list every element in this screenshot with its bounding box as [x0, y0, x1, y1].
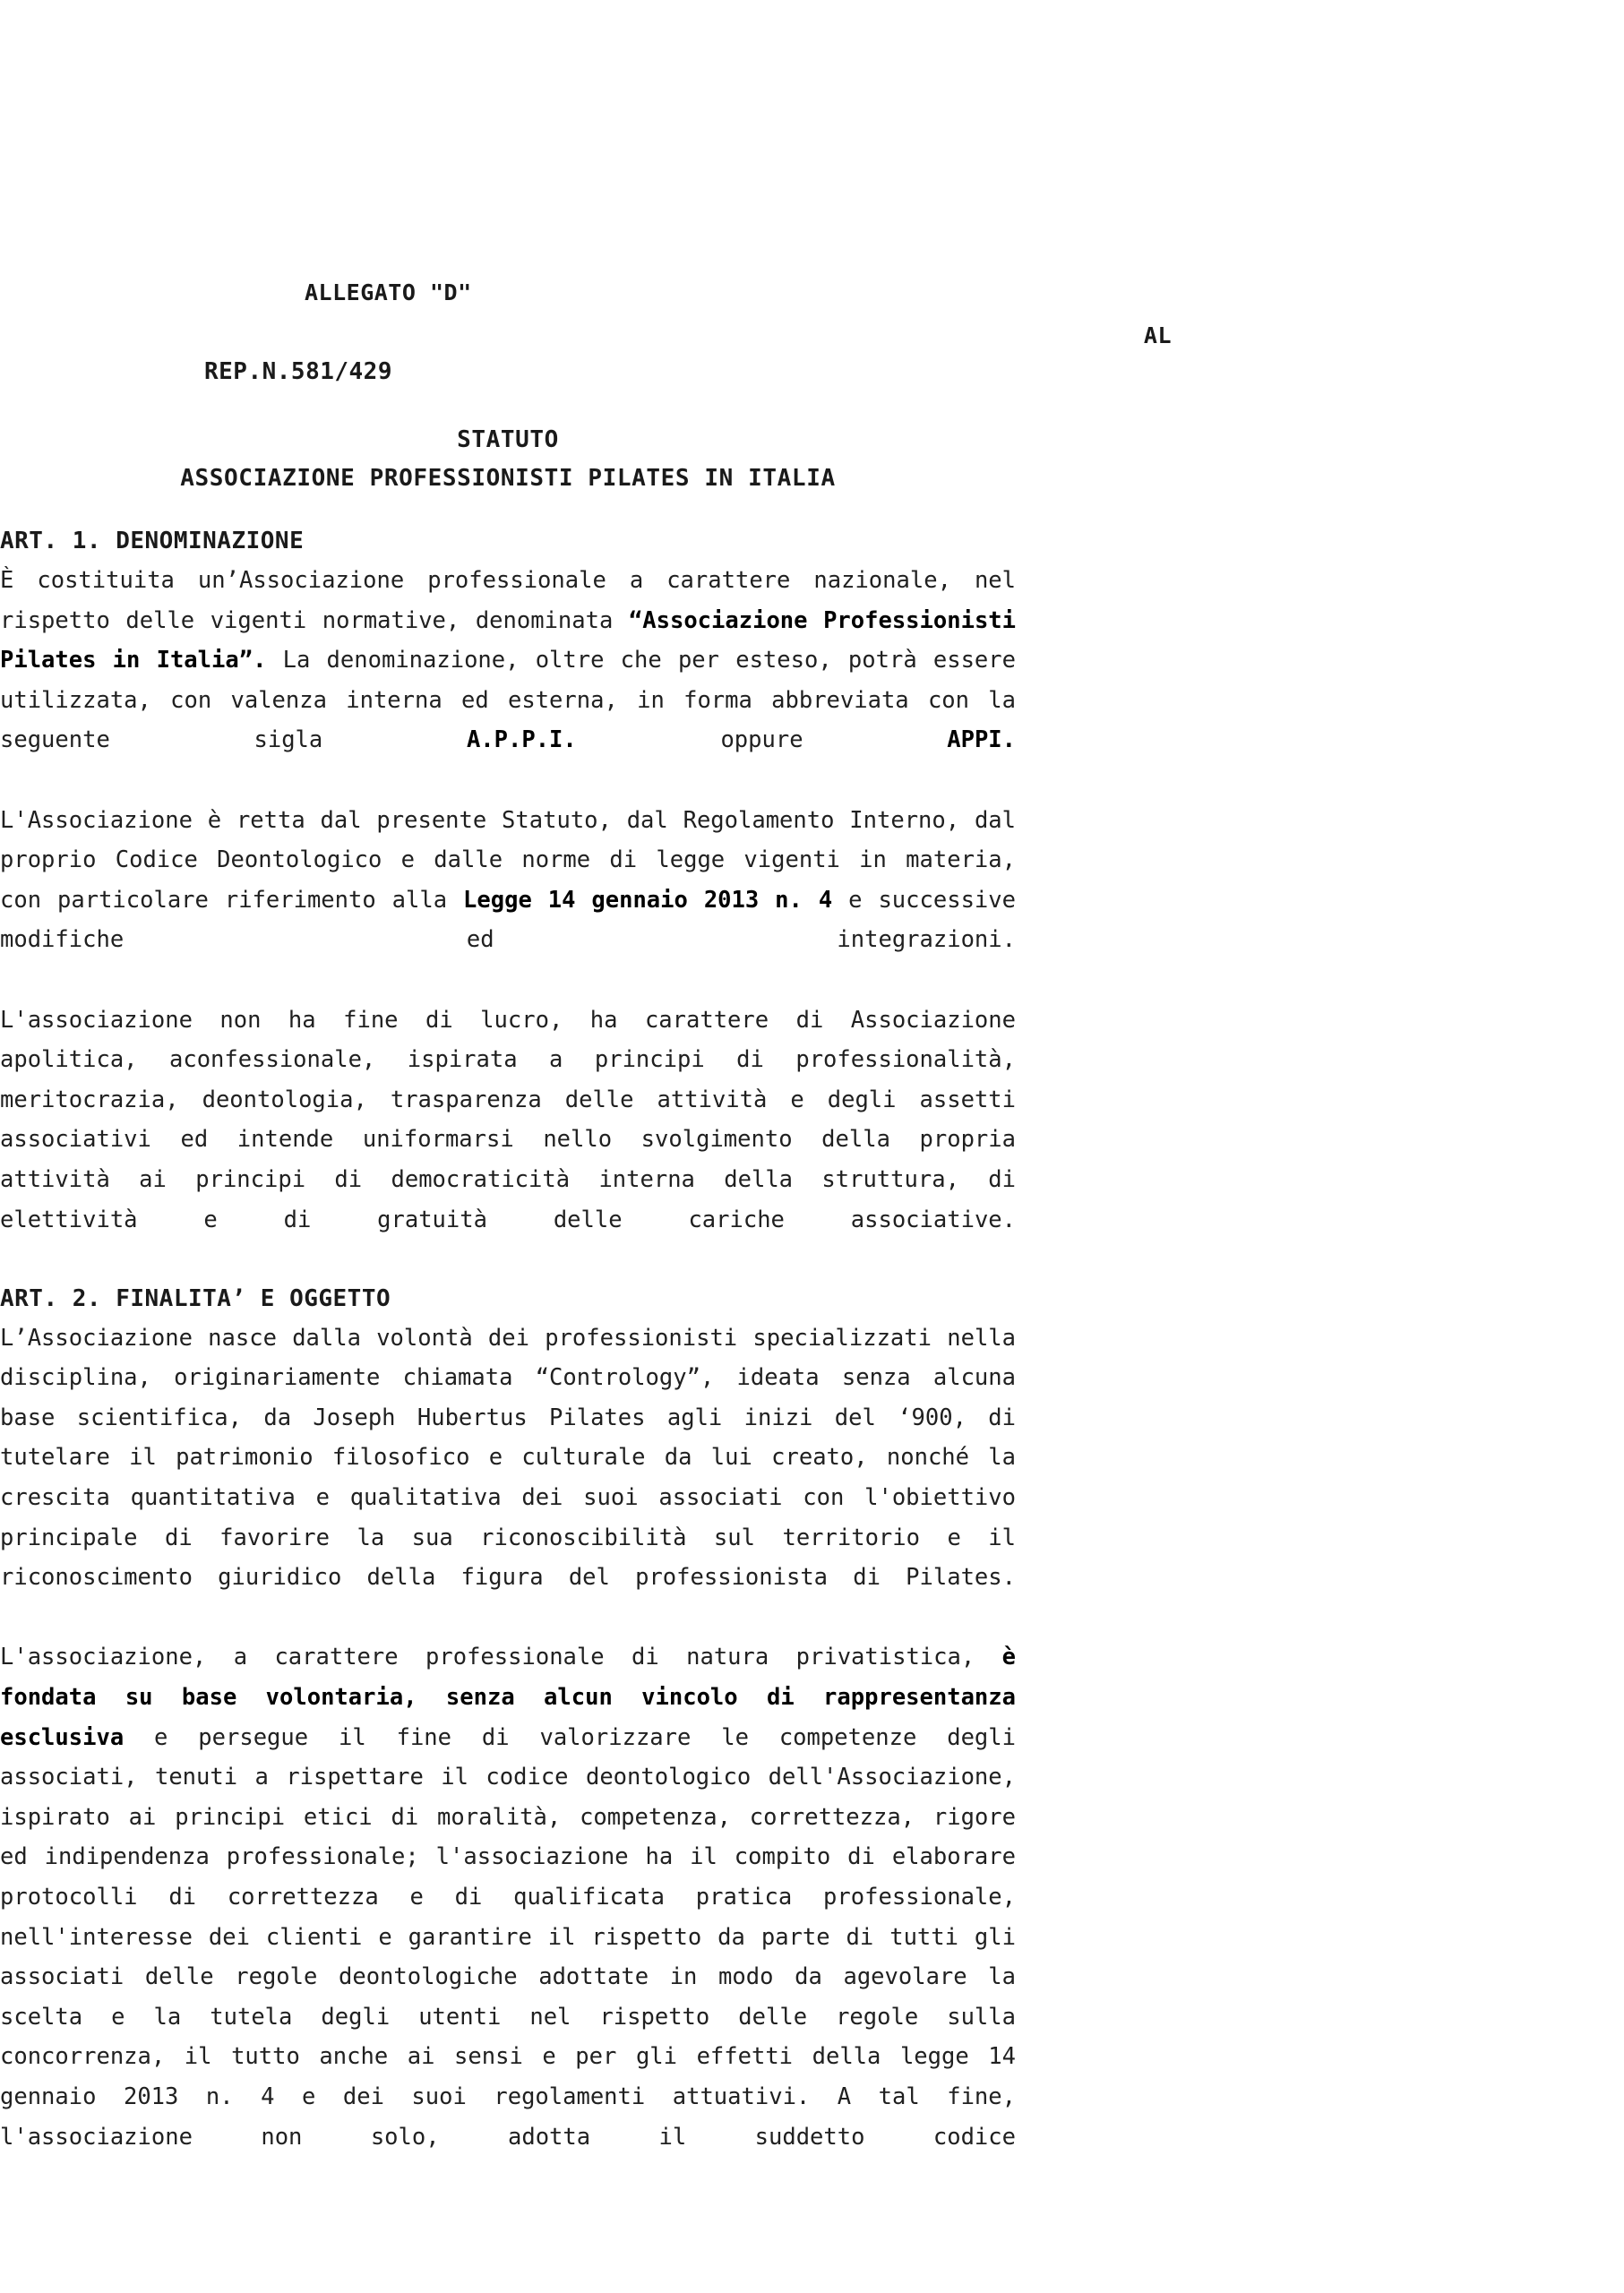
article-heading: ART. 1. DENOMINAZIONE: [0, 528, 305, 554]
paragraph: [0, 1637, 1016, 2196]
statuto-title: STATUTO: [457, 426, 559, 453]
bold-run: è fondata su base volontaria, senza alcun vincolo di rappresentanza esclusiva: [0, 1644, 1016, 1751]
rep-number: REP.N.581/429: [204, 358, 392, 385]
title-block: [0, 421, 1016, 498]
text-run: L'associazione non ha fine di lucro, ha carattere di Associazione apolitica, aconfessionale, ispirata a principi di professionalità, meritocrazia, deontologia, trasparenza delle attività e degli assetti associativi ed intende uniformarsi nello svolgimento della propria attività ai principi di democraticità interna della struttura, di elettività e di gratuità delle cariche associative.: [0, 1006, 1016, 1233]
paragraph: [0, 1318, 1016, 1638]
text-run: e successive modifiche ed integrazioni.: [0, 886, 1016, 954]
article-flow: [0, 522, 1016, 2197]
text-run: La denominazione, oltre che per esteso, potrà essere utilizzata, con valenza interna ed esterna, in forma abbreviata con la seguente sigla: [0, 647, 1016, 754]
text-run: e persegue il fine di valorizzare le competenze degli associati, tenuti a rispettare il codice deontologico dell'Associazione, ispirato ai principi etici di moralità, competenza, correttezza, rigore ed indipendenza professionale; l'associazione ha il compito di elaborare protocolli di correttezza e di qualificata pratica professionale, nell'interesse dei clienti e garantire il rispetto da parte di tutti gli associati delle regole deontologiche adottate in modo da agevolare la scelta e la tutela degli utenti nel rispetto delle regole sulla concorrenza, il tutto anche ai sensi e per gli effetti della legge 14 gennaio 2013 n. 4 e dei suoi regolamenti attuativi. A tal fine, l'associazione non solo, adotta il suddetto codice: [0, 1723, 1016, 2151]
paragraph: [0, 561, 1016, 801]
bold-run: Legge 14 gennaio 2013 n. 4: [463, 886, 833, 914]
paragraph: [0, 1001, 1016, 1280]
al-right-label: AL: [1143, 322, 1172, 348]
bold-run: APPI.: [947, 726, 1016, 754]
association-name-title: ASSOCIAZIONE PROFESSIONISTI PILATES IN ITALIA: [180, 465, 836, 492]
bold-run: “Associazione Professionisti Pilates in Italia”.: [0, 606, 1016, 674]
article-heading: ART. 2. FINALITA’ E OGGETTO: [0, 1284, 391, 1312]
bold-run: A.P.P.I.: [466, 726, 577, 754]
paragraph: [0, 801, 1016, 1001]
text-run: È costituita un’Associazione professionale a carattere nazionale, nel rispetto delle vigenti normative, denominata: [0, 567, 1016, 634]
allegato-label: ALLEGATO "D": [305, 279, 472, 305]
text-run: L'Associazione è retta dal presente Statuto, dal Regolamento Interno, dal proprio Codice Deontologico e dalle norme di legge vigenti in materia, con particolare riferimento alla: [0, 806, 1016, 914]
text-run: L’Associazione nasce dalla volontà dei professionisti specializzati nella disciplina, originariamente chiamata “Contrology”, ideata senza alcuna base scientifica, da Joseph Hubertus Pilates agli inizi del ‘900, di tutelare il patrimonio filosofico e culturale da lui creato, nonché la crescita quantitativa e qualitativa dei suoi associati con l'obiettivo principale di favorire la sua riconoscibilità sul territorio e il riconoscimento giuridico della figura del professionista di Pilates.: [0, 1324, 1016, 1592]
text-run: L'associazione, a carattere professionale di natura privatistica,: [0, 1644, 1002, 1671]
text-run: oppure: [576, 726, 948, 754]
